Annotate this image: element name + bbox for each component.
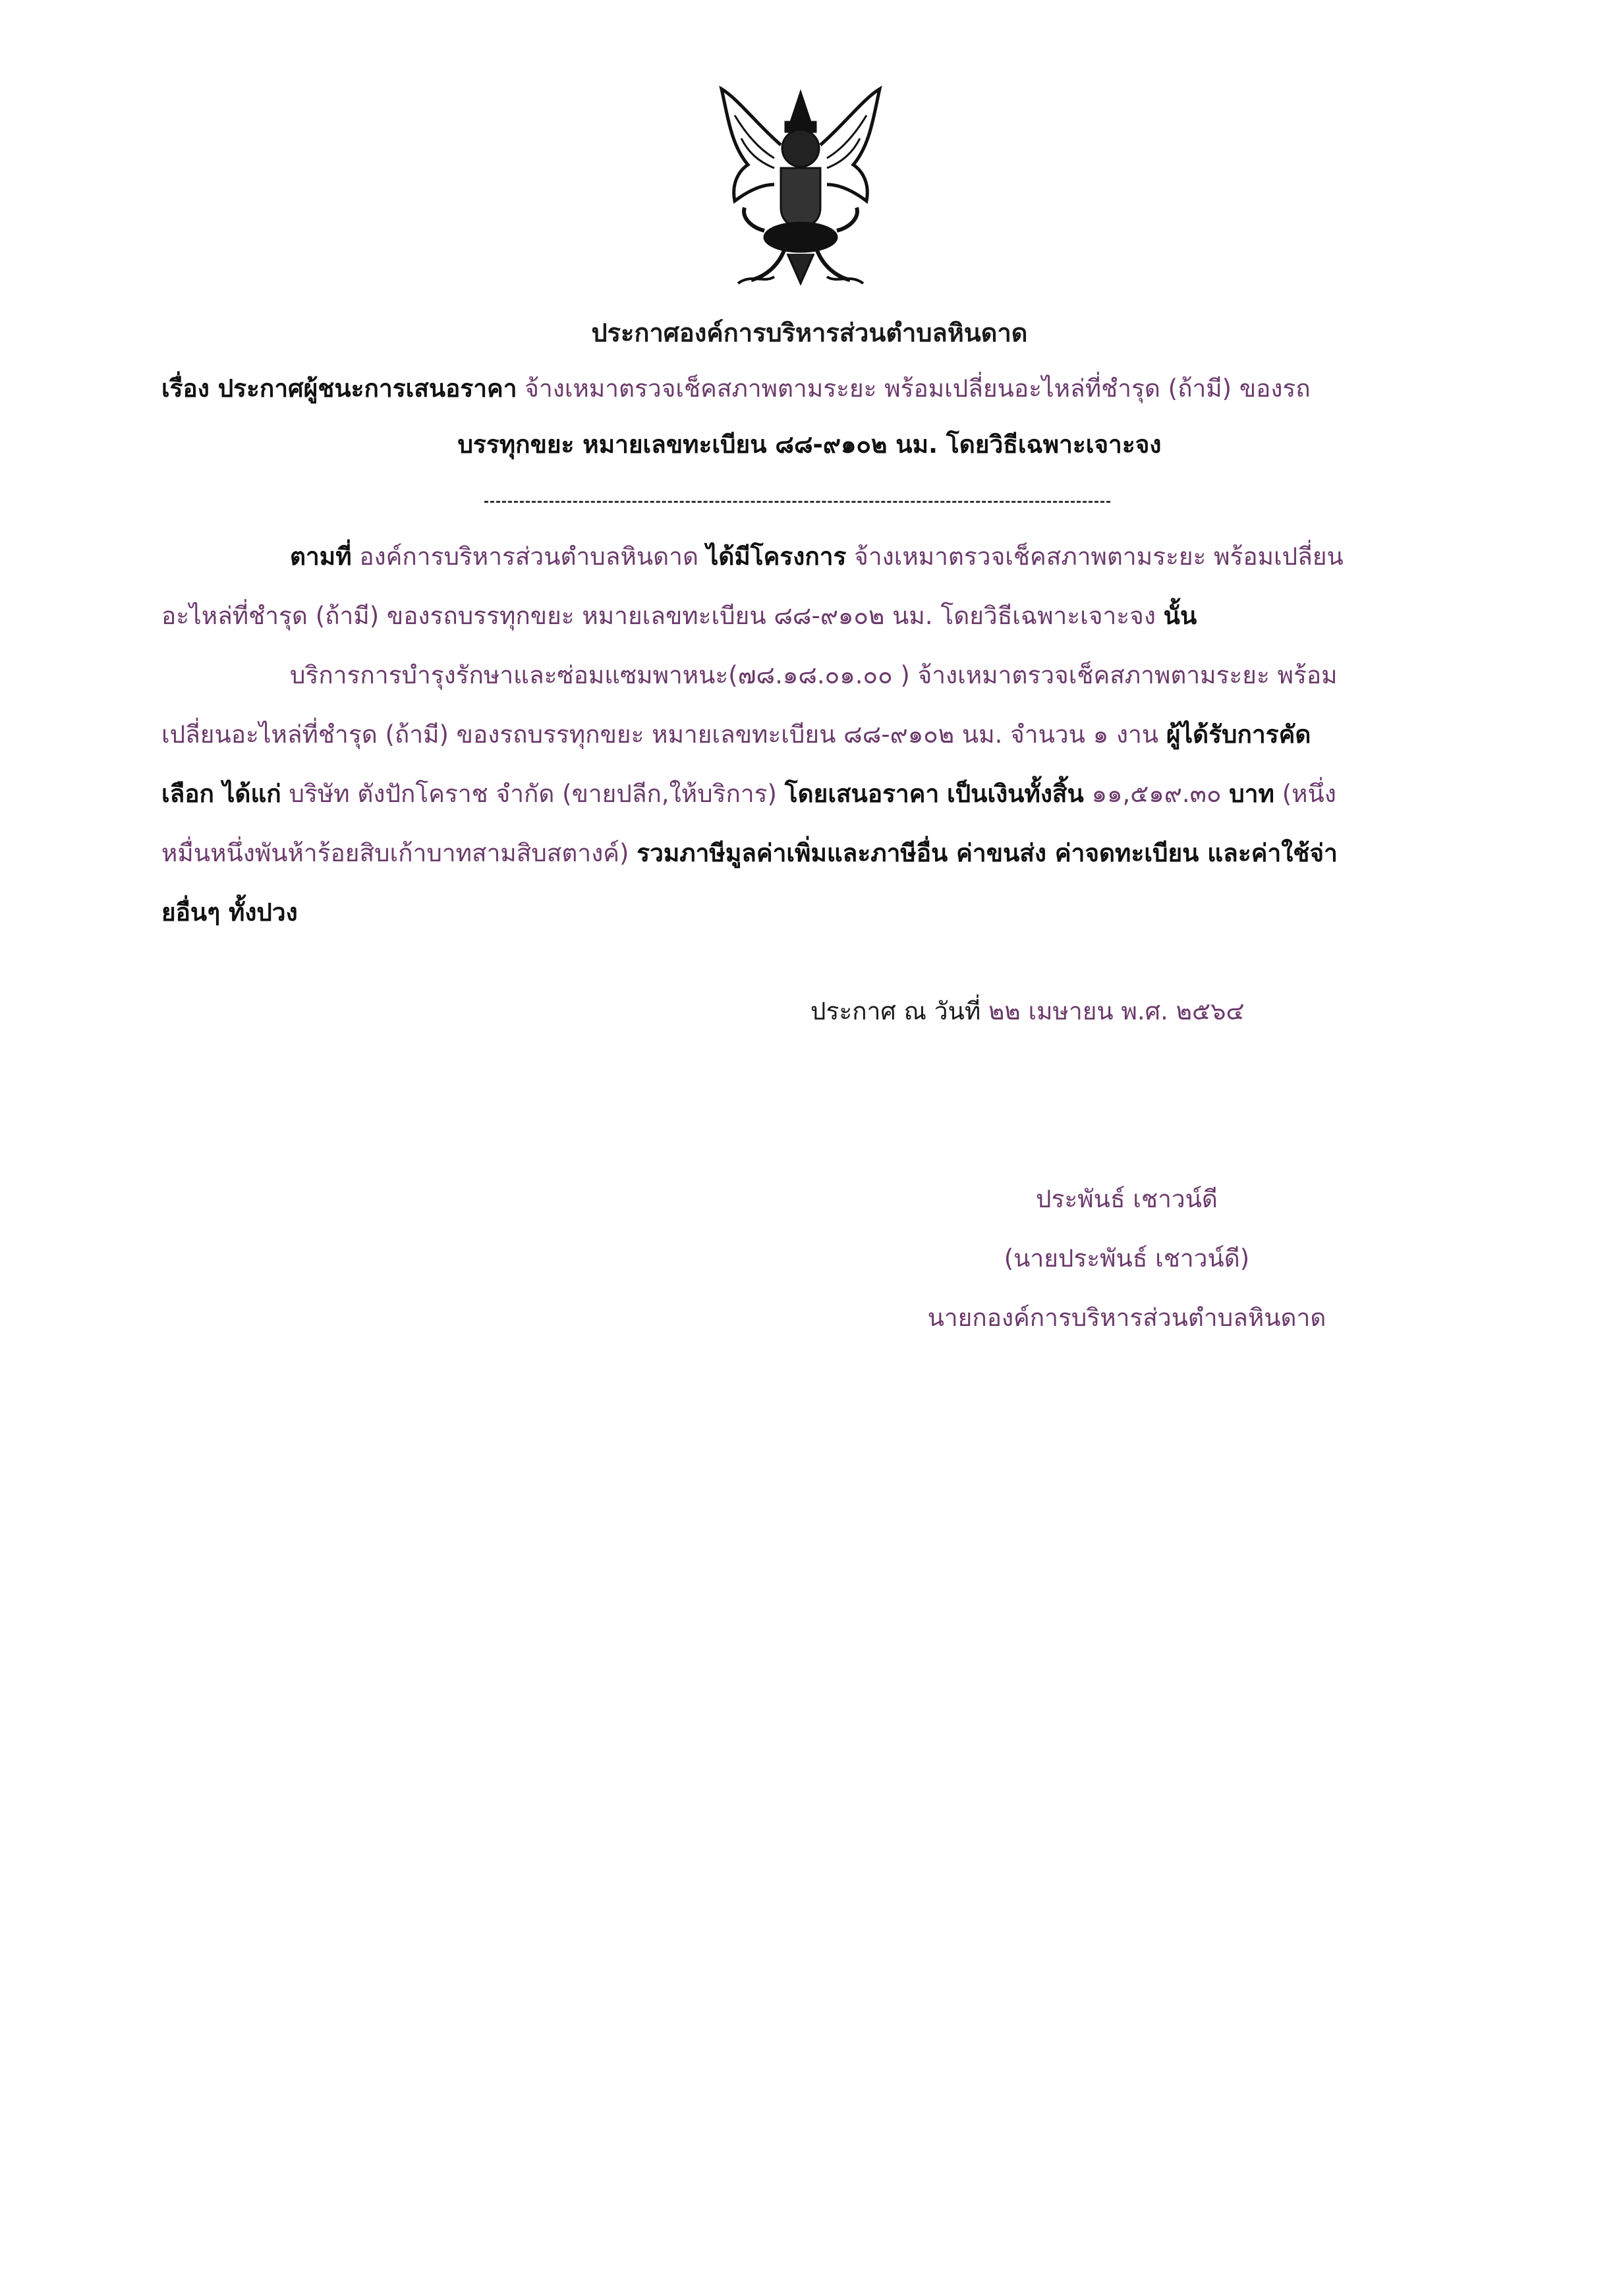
text-segment: ยอื่นๆ ทั้งปวง <box>161 898 298 927</box>
signature: ประพันธ์ เชาวน์ดี <box>1036 1185 1218 1213</box>
text-segment: บริการการบำรุงรักษาและซ่อมแซมพาหนะ(๗๘.๑๘.๐๑.๐๐ ) จ้างเหมาตรวจเช็คสภาพตามระยะ พร้อม <box>290 661 1338 689</box>
text-segment: หมื่นหนึ่งพันห้าร้อยสิบเก้าบาทสามสิบสตางค์) <box>161 839 629 867</box>
text-segment: อะไหล่ที่ชำรุด (ถ้ามี) ของรถบรรทุกขยะ หมายเลขทะเบียน ๘๘-๙๑๐๒ นม. โดยวิธีเฉพาะเจาะจง <box>161 602 1156 630</box>
text-segment: ตามที่ <box>290 542 352 571</box>
garuda-emblem-icon <box>712 86 890 297</box>
subject-line-1 <box>161 372 1311 405</box>
text-segment: องค์การบริหารส่วนตำบลหินดาด <box>359 542 698 571</box>
announcement-date <box>810 995 1245 1028</box>
price-value: ๑๑,๕๑๙.๓๐ <box>1091 780 1222 808</box>
text-segment: ผู้ได้รับการคัด <box>1166 720 1311 749</box>
text-segment: โดยเสนอราคา <box>784 780 940 808</box>
text-segment: รวมภาษีมูลค่าเพิ่มและภาษีอื่น ค่าขนส่ง ค่าจดทะเบียน และค่าใช้จ่า <box>637 839 1338 867</box>
date-value: ๒๒ เมษายน พ.ศ. ๒๕๖๔ <box>988 997 1245 1025</box>
paragraph-2-line-2 <box>161 718 1311 751</box>
text-segment: เปลี่ยนอะไหล่ที่ชำรุด (ถ้ามี) ของรถบรรทุกขยะ หมายเลขทะเบียน ๘๘-๙๑๐๒ นม. จำนวน ๑ งาน <box>161 720 1159 749</box>
paragraph-1-line-1 <box>290 540 1344 573</box>
divider <box>484 501 1110 503</box>
text-segment: เลือก ได้แก่ <box>161 780 281 808</box>
date-label: ประกาศ ณ วันที่ <box>810 997 981 1025</box>
subject-line-2 <box>0 428 1619 461</box>
text-segment: นั้น <box>1163 602 1197 630</box>
text-segment: บริษัท ตังปักโคราช จำกัด (ขายปลีก,ให้บริการ) <box>289 780 777 808</box>
text-segment: (หนึ่ง <box>1282 780 1336 808</box>
subject-prefix: เรื่อง ประกาศผู้ชนะการเสนอราคา <box>161 374 517 403</box>
paragraph-1-line-2 <box>161 600 1197 633</box>
paragraph-2-line-3 <box>161 778 1336 811</box>
text-segment: จ้างเหมาตรวจเช็คสภาพตามระยะ พร้อมเปลี่ยน <box>854 542 1344 571</box>
text-segment: เป็นเงินทั้งสิ้น <box>947 780 1084 808</box>
subject-line-2-text: บรรทุกขยะ หมายเลขทะเบียน ๘๘-๙๑๐๒ นม. โดยวิธีเฉพาะเจาะจง <box>457 430 1162 459</box>
signer-name: (นายประพันธ์ เชาวน์ดี) <box>1004 1244 1250 1273</box>
text-segment: ได้มีโครงการ <box>706 542 847 571</box>
announcement-heading: ประกาศองค์การบริหารส่วนตำบลหินดาด <box>591 318 1028 347</box>
paragraph-2-line-4 <box>161 837 1338 870</box>
text-segment: บาท <box>1229 780 1274 808</box>
subject-line-1-rest: จ้างเหมาตรวจเช็คสภาพตามระยะ พร้อมเปลี่ยนอะไหล่ที่ชำรุด (ถ้ามี) ของรถ <box>525 374 1311 403</box>
paragraph-2-line-1 <box>290 659 1337 692</box>
signer-title: นายกองค์การบริหารส่วนตำบลหินดาด <box>927 1304 1326 1332</box>
paragraph-2-line-5 <box>161 896 298 929</box>
